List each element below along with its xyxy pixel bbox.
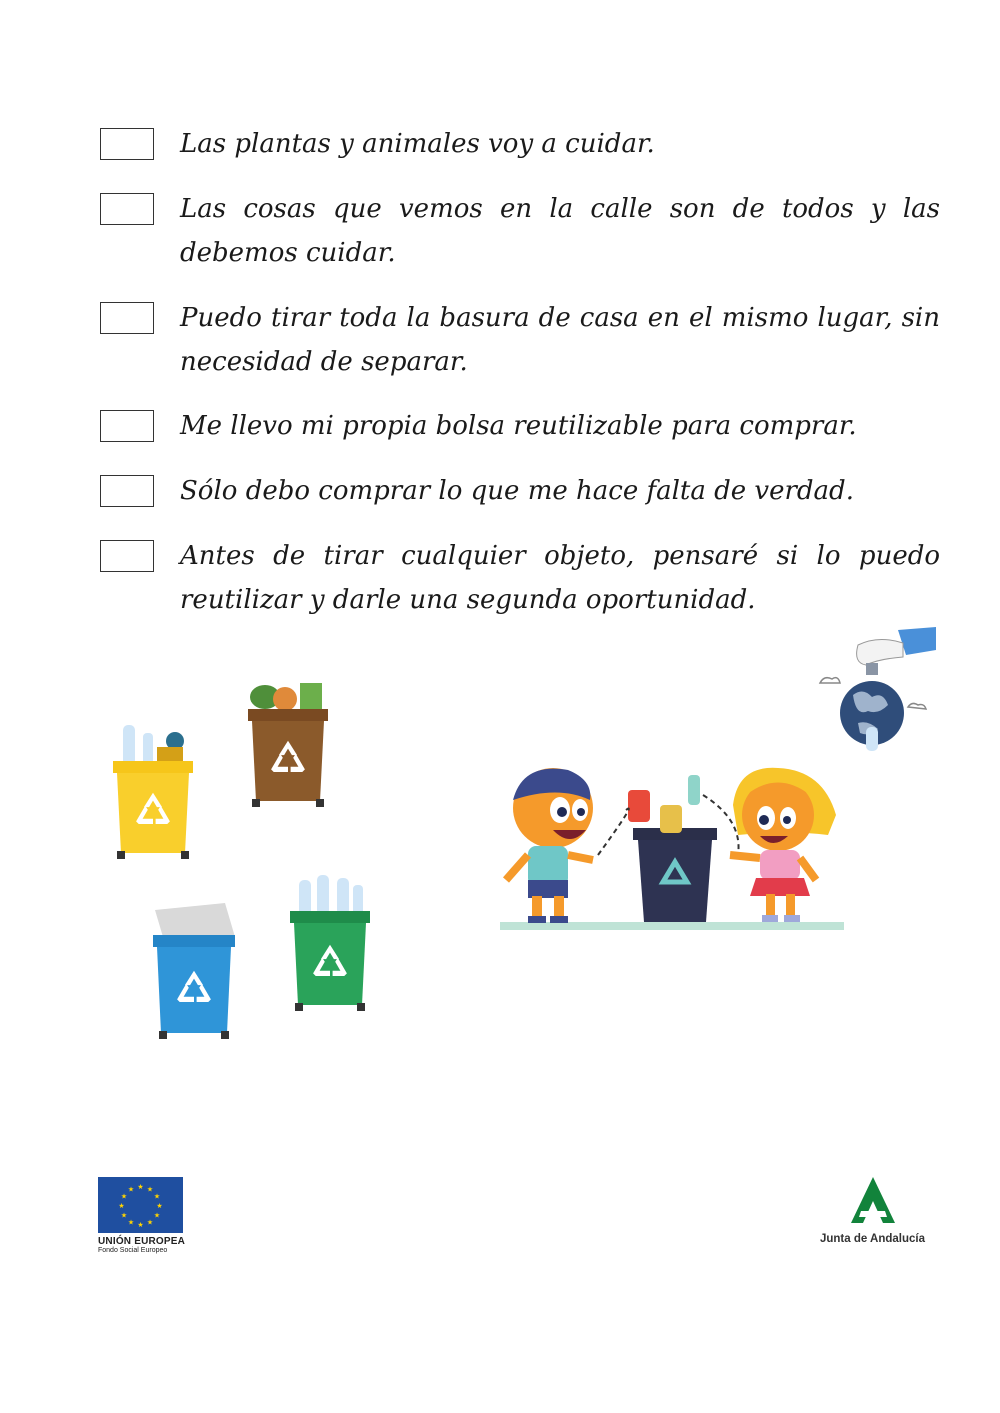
- statement-text: Puedo tirar toda la basura de casa en el mismo lugar, sin necesidad de separar.: [180, 303, 940, 377]
- svg-text:★: ★: [137, 1221, 144, 1229]
- kids-recycling-illustration: [498, 760, 848, 935]
- boy-figure: [506, 768, 593, 923]
- svg-text:★: ★: [153, 1192, 161, 1201]
- statement-text: Las plantas y animales voy a cuidar.: [180, 129, 655, 159]
- recycling-bins-illustration: [105, 675, 385, 1045]
- statement-text: Sólo debo comprar lo que me hace falta de verdad.: [180, 476, 854, 506]
- checkbox[interactable]: [100, 410, 154, 442]
- ja-emblem-icon: [847, 1175, 899, 1227]
- svg-text:★: ★: [120, 1211, 128, 1220]
- eu-logo: [98, 1177, 188, 1254]
- checkbox[interactable]: [100, 128, 154, 160]
- svg-text:★: ★: [156, 1202, 163, 1210]
- svg-text:★: ★: [118, 1202, 125, 1210]
- eu-title: UNIÓN EUROPEA: [98, 1236, 186, 1247]
- svg-text:★: ★: [146, 1218, 154, 1227]
- brown-bin: [248, 683, 328, 807]
- junta-andalucia-logo: [815, 1175, 930, 1245]
- svg-text:★: ★: [127, 1218, 135, 1227]
- statement-text: Las cosas que vemos en la calle son de todos y las debemos cuidar.: [180, 194, 940, 268]
- ja-name: Junta de Andalucía: [819, 1233, 925, 1245]
- dark-recycling-bin: [598, 775, 739, 922]
- svg-text:★: ★: [137, 1183, 144, 1191]
- eu-subtitle: Fondo Social Europeo: [98, 1247, 168, 1254]
- checkbox[interactable]: [100, 302, 154, 334]
- checkbox[interactable]: [100, 540, 154, 572]
- svg-text:★: ★: [120, 1192, 128, 1201]
- green-bin: [290, 875, 370, 1011]
- eu-flag-icon: [98, 1177, 183, 1233]
- blue-bin: [153, 903, 235, 1039]
- svg-text:★: ★: [146, 1185, 154, 1194]
- earth-water-tap-illustration: [808, 625, 938, 760]
- statement-text: Me llevo mi propia bolsa reutilizable para comprar.: [180, 411, 857, 441]
- yellow-bin: [113, 725, 193, 859]
- svg-text:★: ★: [127, 1185, 135, 1194]
- svg-text:★: ★: [153, 1211, 161, 1220]
- girl-figure: [730, 768, 836, 922]
- checkbox[interactable]: [100, 193, 154, 225]
- checkbox[interactable]: [100, 475, 154, 507]
- statement-text: Antes de tirar cualquier objeto, pensaré si lo puedo reutilizar y darle una segunda oportunidad.: [180, 541, 940, 615]
